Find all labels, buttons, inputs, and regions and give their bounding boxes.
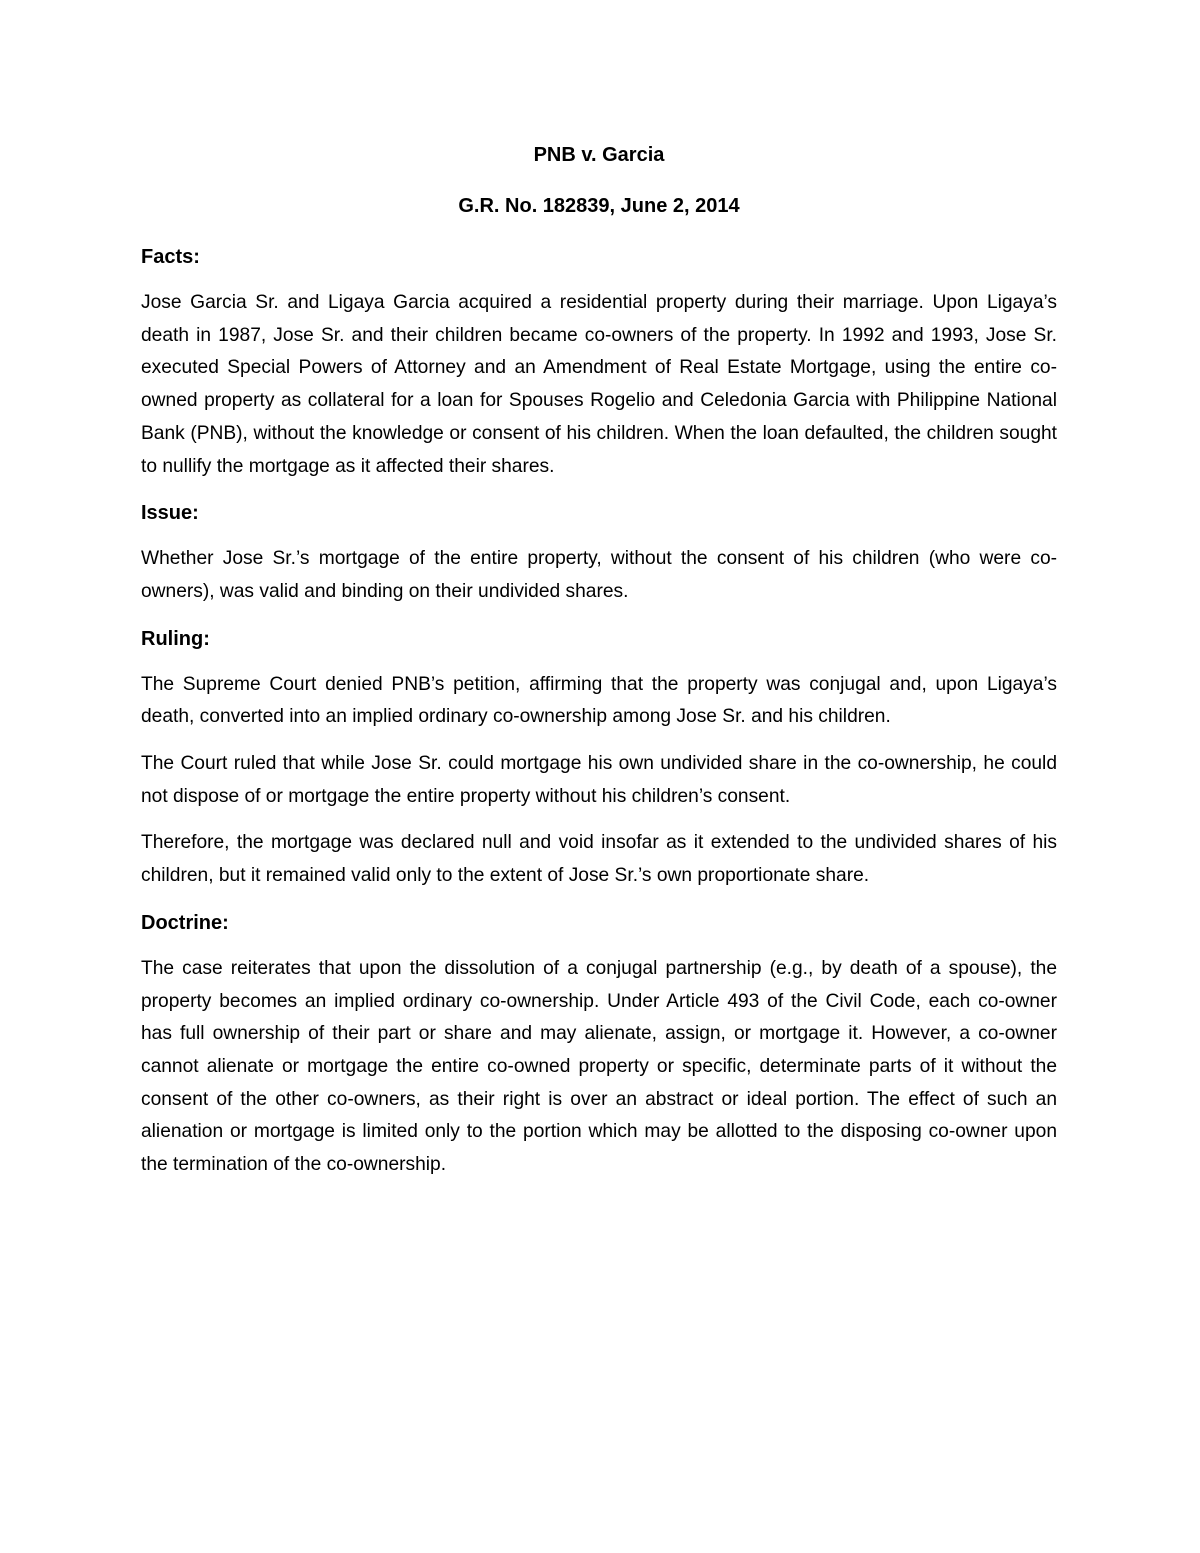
case-name-title: PNB v. Garcia [533, 144, 665, 166]
ruling-paragraph-1: The Supreme Court denied PNB’s petition, affirming that the property was conjugal and, upon Ligaya’s death, converted into an implied ordinary co-ownership among Jose Sr. and his children. [141, 673, 1057, 728]
ruling-paragraph-2: The Court ruled that while Jose Sr. could mortgage his own undivided share in the co-ownership, he could not dispose of or mortgage the entire property without his children’s consent. [141, 753, 1057, 807]
facts-heading: Facts: [141, 246, 200, 268]
document-page [141, 139, 1057, 1196]
doctrine-paragraph: The case reiterates that upon the dissolution of a conjugal partnership (e.g., by death of a spouse), the property becomes an implied ordinary co-ownership. Under Article 493 of the Civil Code, each co-owner has full ownership of their part or share and may alienate, assign, or mortgage it. However, a co-owner cannot alienate or mortgage the entire co-owned property or specific, determinate parts of it without the consent of the other co-owners, as their right is over an abstract or ideal portion. The effect of such an alienation or mortgage is limited only to the portion which may be allotted to the disposing co-owner upon the termination of the co-ownership. [141, 957, 1057, 1176]
issue-paragraph: Whether Jose Sr.’s mortgage of the entire property, without the consent of his children (who were co-owners), was valid and binding on their undivided shares. [141, 548, 1057, 602]
ruling-heading: Ruling: [141, 627, 210, 650]
case-number-title: G.R. No. 182839, June 2, 2014 [458, 195, 740, 217]
issue-heading: Issue: [141, 502, 199, 525]
facts-paragraph: Jose Garcia Sr. and Ligaya Garcia acquired a residential property during their marriage. Upon Ligaya’s death in 1987, Jose Sr. and their children became co-owners of the property. In 1992 and 1993, Jose Sr. executed Special Powers of Attorney and an Amendment of Real Estate Mortgage, using the entire co-owned property as collateral for a loan for Spouses Rogelio and Celedonia Garcia with Philippine National Bank (PNB), without the knowledge or consent of his children. When the loan defaulted, the children sought to nullify the mortgage as it affected their shares. [141, 292, 1057, 477]
ruling-paragraph-3: Therefore, the mortgage was declared null and void insofar as it extended to the undivided shares of his children, but it remained valid only to the extent of Jose Sr.’s own proportionate share. [141, 832, 1057, 887]
doctrine-heading: Doctrine: [141, 911, 229, 934]
